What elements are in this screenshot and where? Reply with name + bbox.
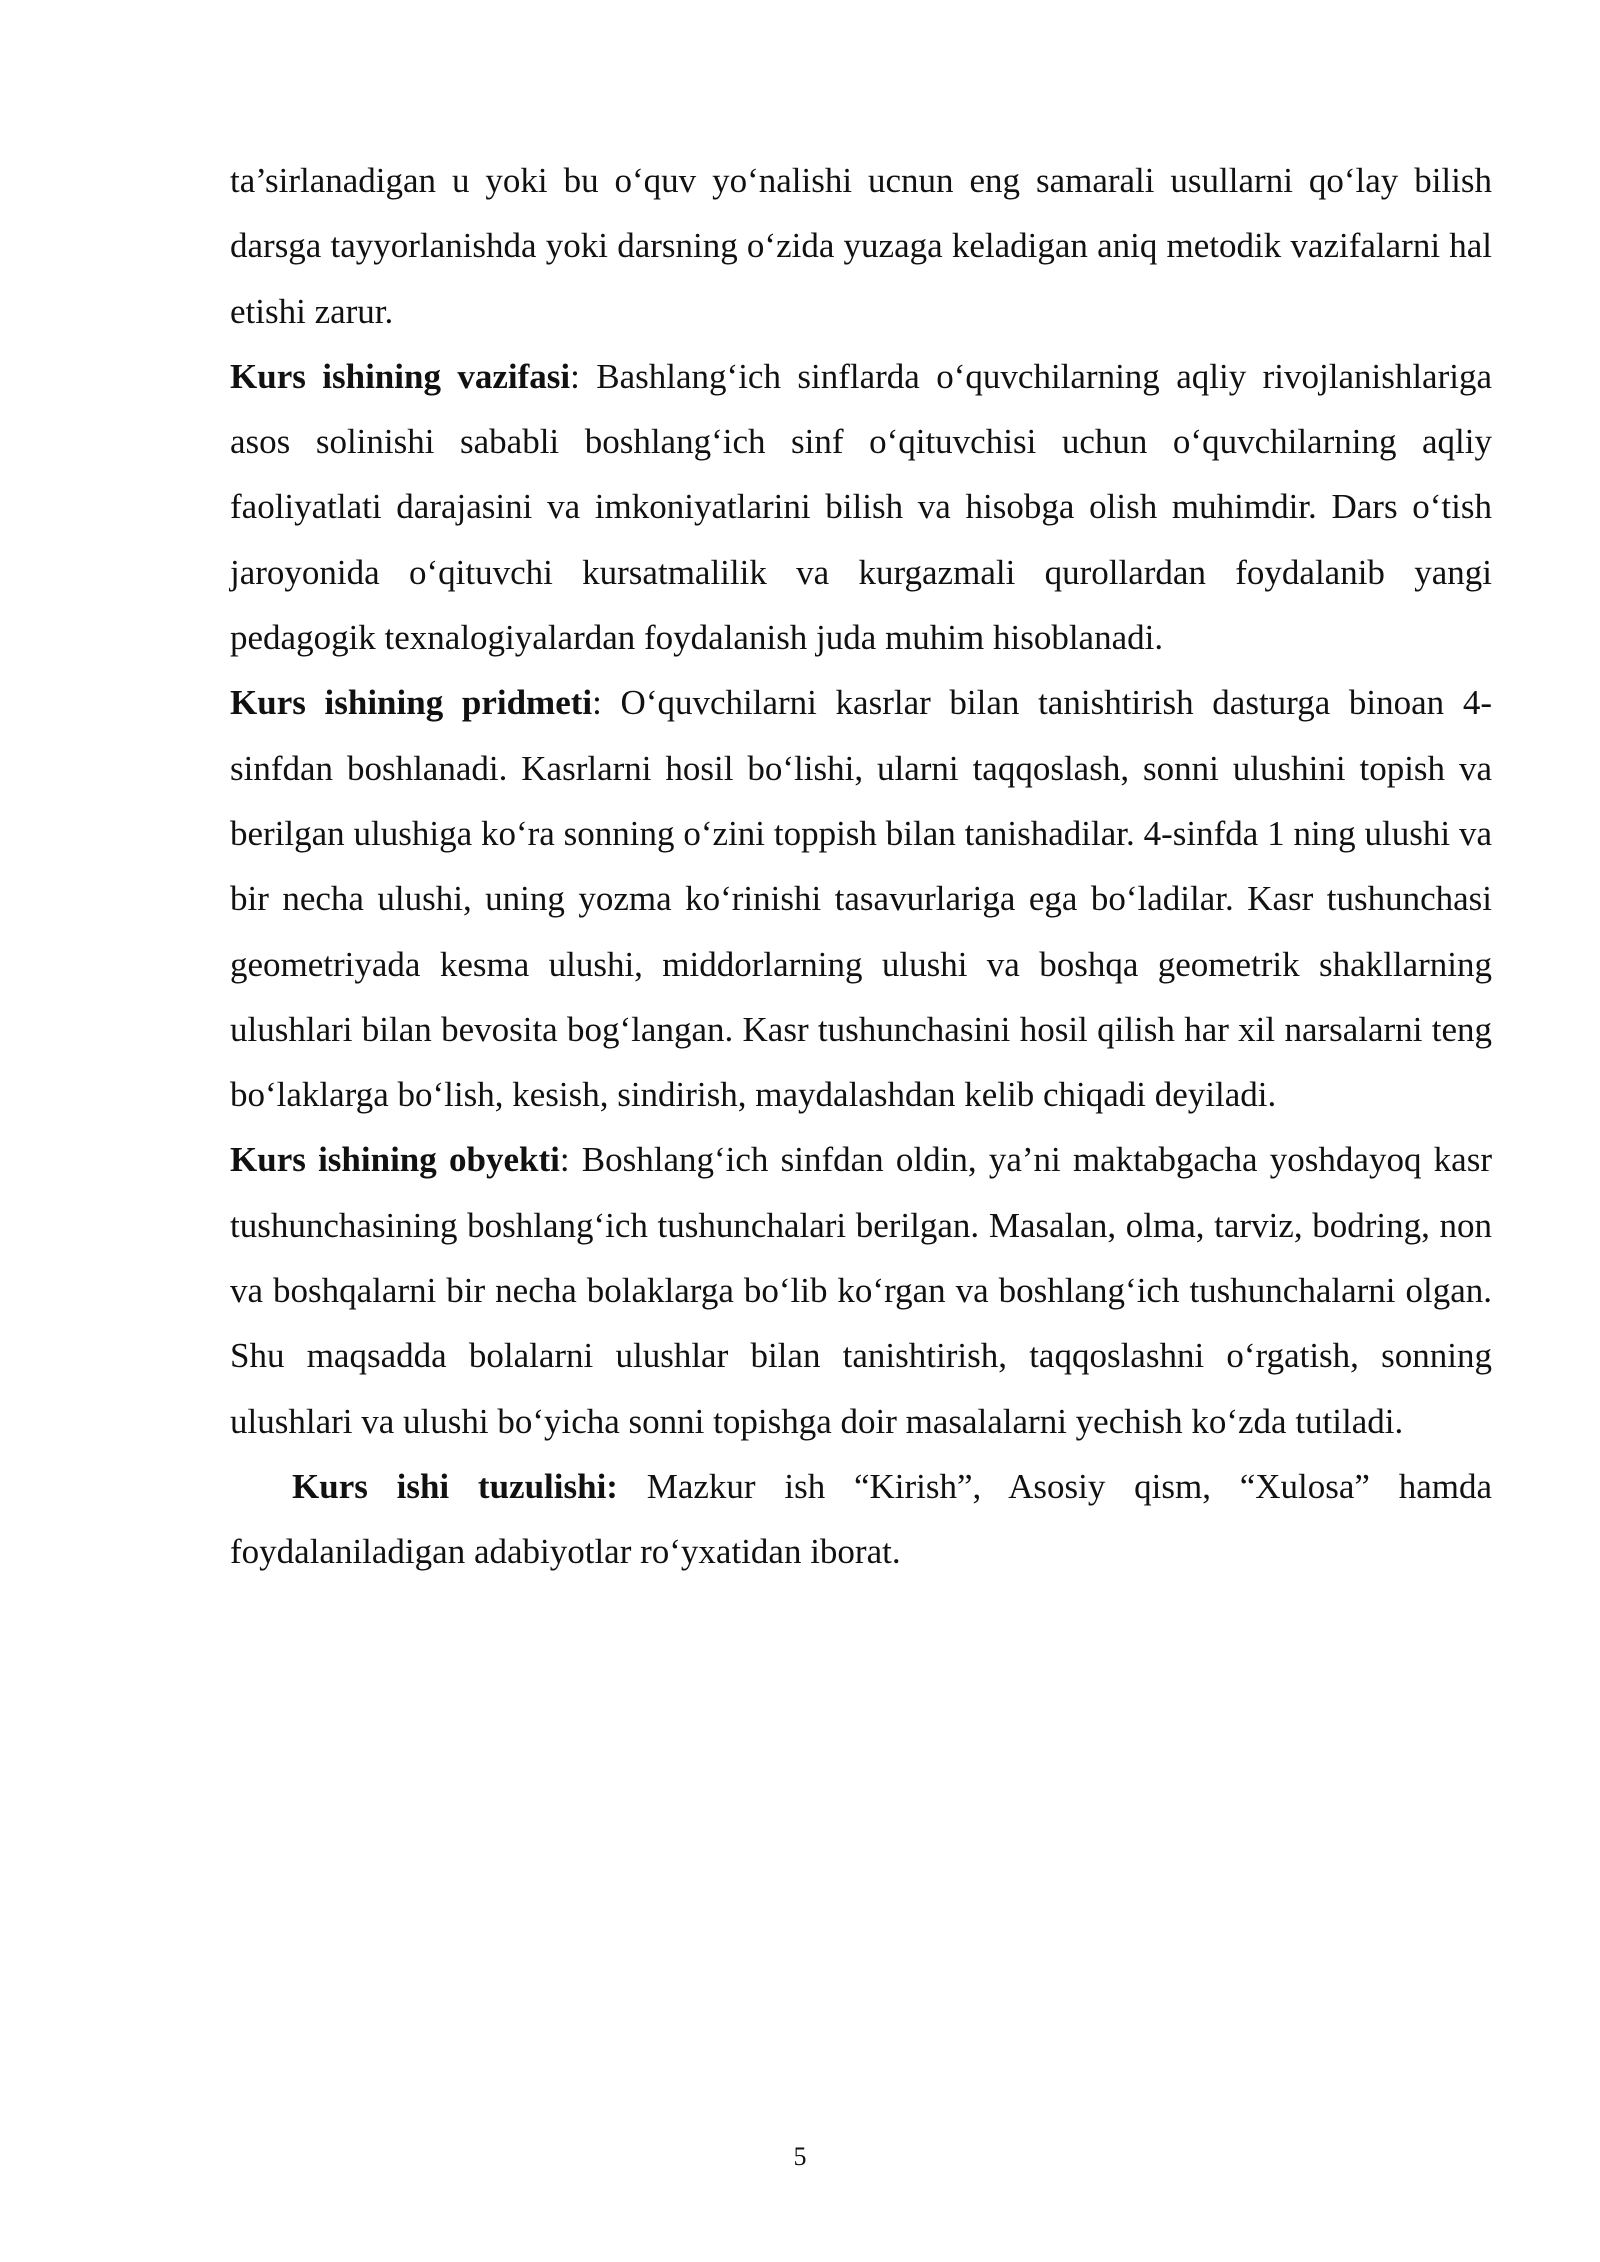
- paragraph-heading: Kurs ishining pridmeti: [230, 683, 593, 723]
- paragraph-text: Boshlang‘ich sinfdan oldin, ya’ni maktabgacha yoshdayoq kasr tushunchasining boshlang‘ich tushunchalari berilgan. Masalan, olma, tarviz, bodring, non va boshqalarni bir necha bolaklarga bo‘lib ko‘rgan va boshlang‘ich tushunchalarni olgan. Shu maqsadda bolalarni ulushlar bilan tanishtirish, taqqoslashni o‘rgatish, sonning ulushlari va ulushi bo‘yicha sonni topishga doir masalalarni yechish ko‘zda tutiladi.: [230, 1140, 1492, 1441]
- paragraph-intro-continuation: [230, 148, 1492, 344]
- paragraph-heading: Kurs ishining vazifasi: [230, 356, 571, 396]
- document-page: [230, 148, 1492, 1585]
- paragraph-course-task: [230, 344, 1492, 670]
- paragraph-course-structure: [230, 1454, 1492, 1585]
- paragraph-text: Bashlang‘ich sinflarda o‘quvchilarning aqliy rivojlanishlariga asos solinishi sababli boshlang‘ich sinf o‘qituvchisi uchun o‘quvchilarning aqliy faoliyatlati darajasini va imkoniyatlarini bilish va hisobga olish muhimdir. Dars o‘tish jaroyonida o‘qituvchi kursatmalilik va kurgazmali qurollardan foydalanib yangi pedagogik texnalogiyalardan foydalanish juda muhim hisoblanadi.: [230, 356, 1493, 658]
- paragraph-text: ta’sirlanadigan u yoki bu o‘quv yo‘nalishi ucnun eng samarali usullarni qo‘lay bilish darsga tayyorlanishda yoki darsning o‘zida yuzaga keladigan aniq metodik vazifalarni hal etishi zarur.: [230, 161, 1492, 331]
- heading-separator: :: [592, 683, 621, 723]
- paragraph-heading: Kurs ishining obyekti: [230, 1140, 560, 1180]
- paragraph-text: O‘quvchilarni kasrlar bilan tanishtirish dasturga binoan 4-sinfdan boshlanadi. Kasrlarni hosil bo‘lishi, ularni taqqoslash, sonni ulushini topish va berilgan ulushiga ko‘ra sonning o‘zini toppish bilan tanishadilar. 4-sinfda 1 ning ulushi va bir necha ulushi, uning yozma ko‘rinishi tasavurlariga ega bo‘ladilar. Kasr tushunchasi geometriyada kesma ulushi, middorlarning ulushi va boshqa geometrik shakllarning ulushlari bilan bevosita bog‘langan. Kasr tushunchasini hosil qilish har xil narsalarni teng bo‘laklarga bo‘lish, kesish, sindirish, maydalashdan kelib chiqadi deyiladi.: [230, 683, 1492, 1115]
- heading-separator: [618, 1467, 647, 1506]
- paragraph-course-object: [230, 1127, 1492, 1453]
- paragraph-heading: Kurs ishi tuzulishi:: [292, 1466, 618, 1506]
- heading-separator: :: [559, 1140, 582, 1180]
- heading-separator: :: [570, 356, 597, 396]
- page-number: 5: [793, 2142, 807, 2171]
- paragraph-text: Mazkur ish “Kirish”, Asosiy qism, “Xulosa” hamda foydalaniladigan adabiyotlar ro‘yxatidan iborat.: [230, 1466, 1493, 1572]
- paragraph-course-subject: [230, 670, 1492, 1127]
